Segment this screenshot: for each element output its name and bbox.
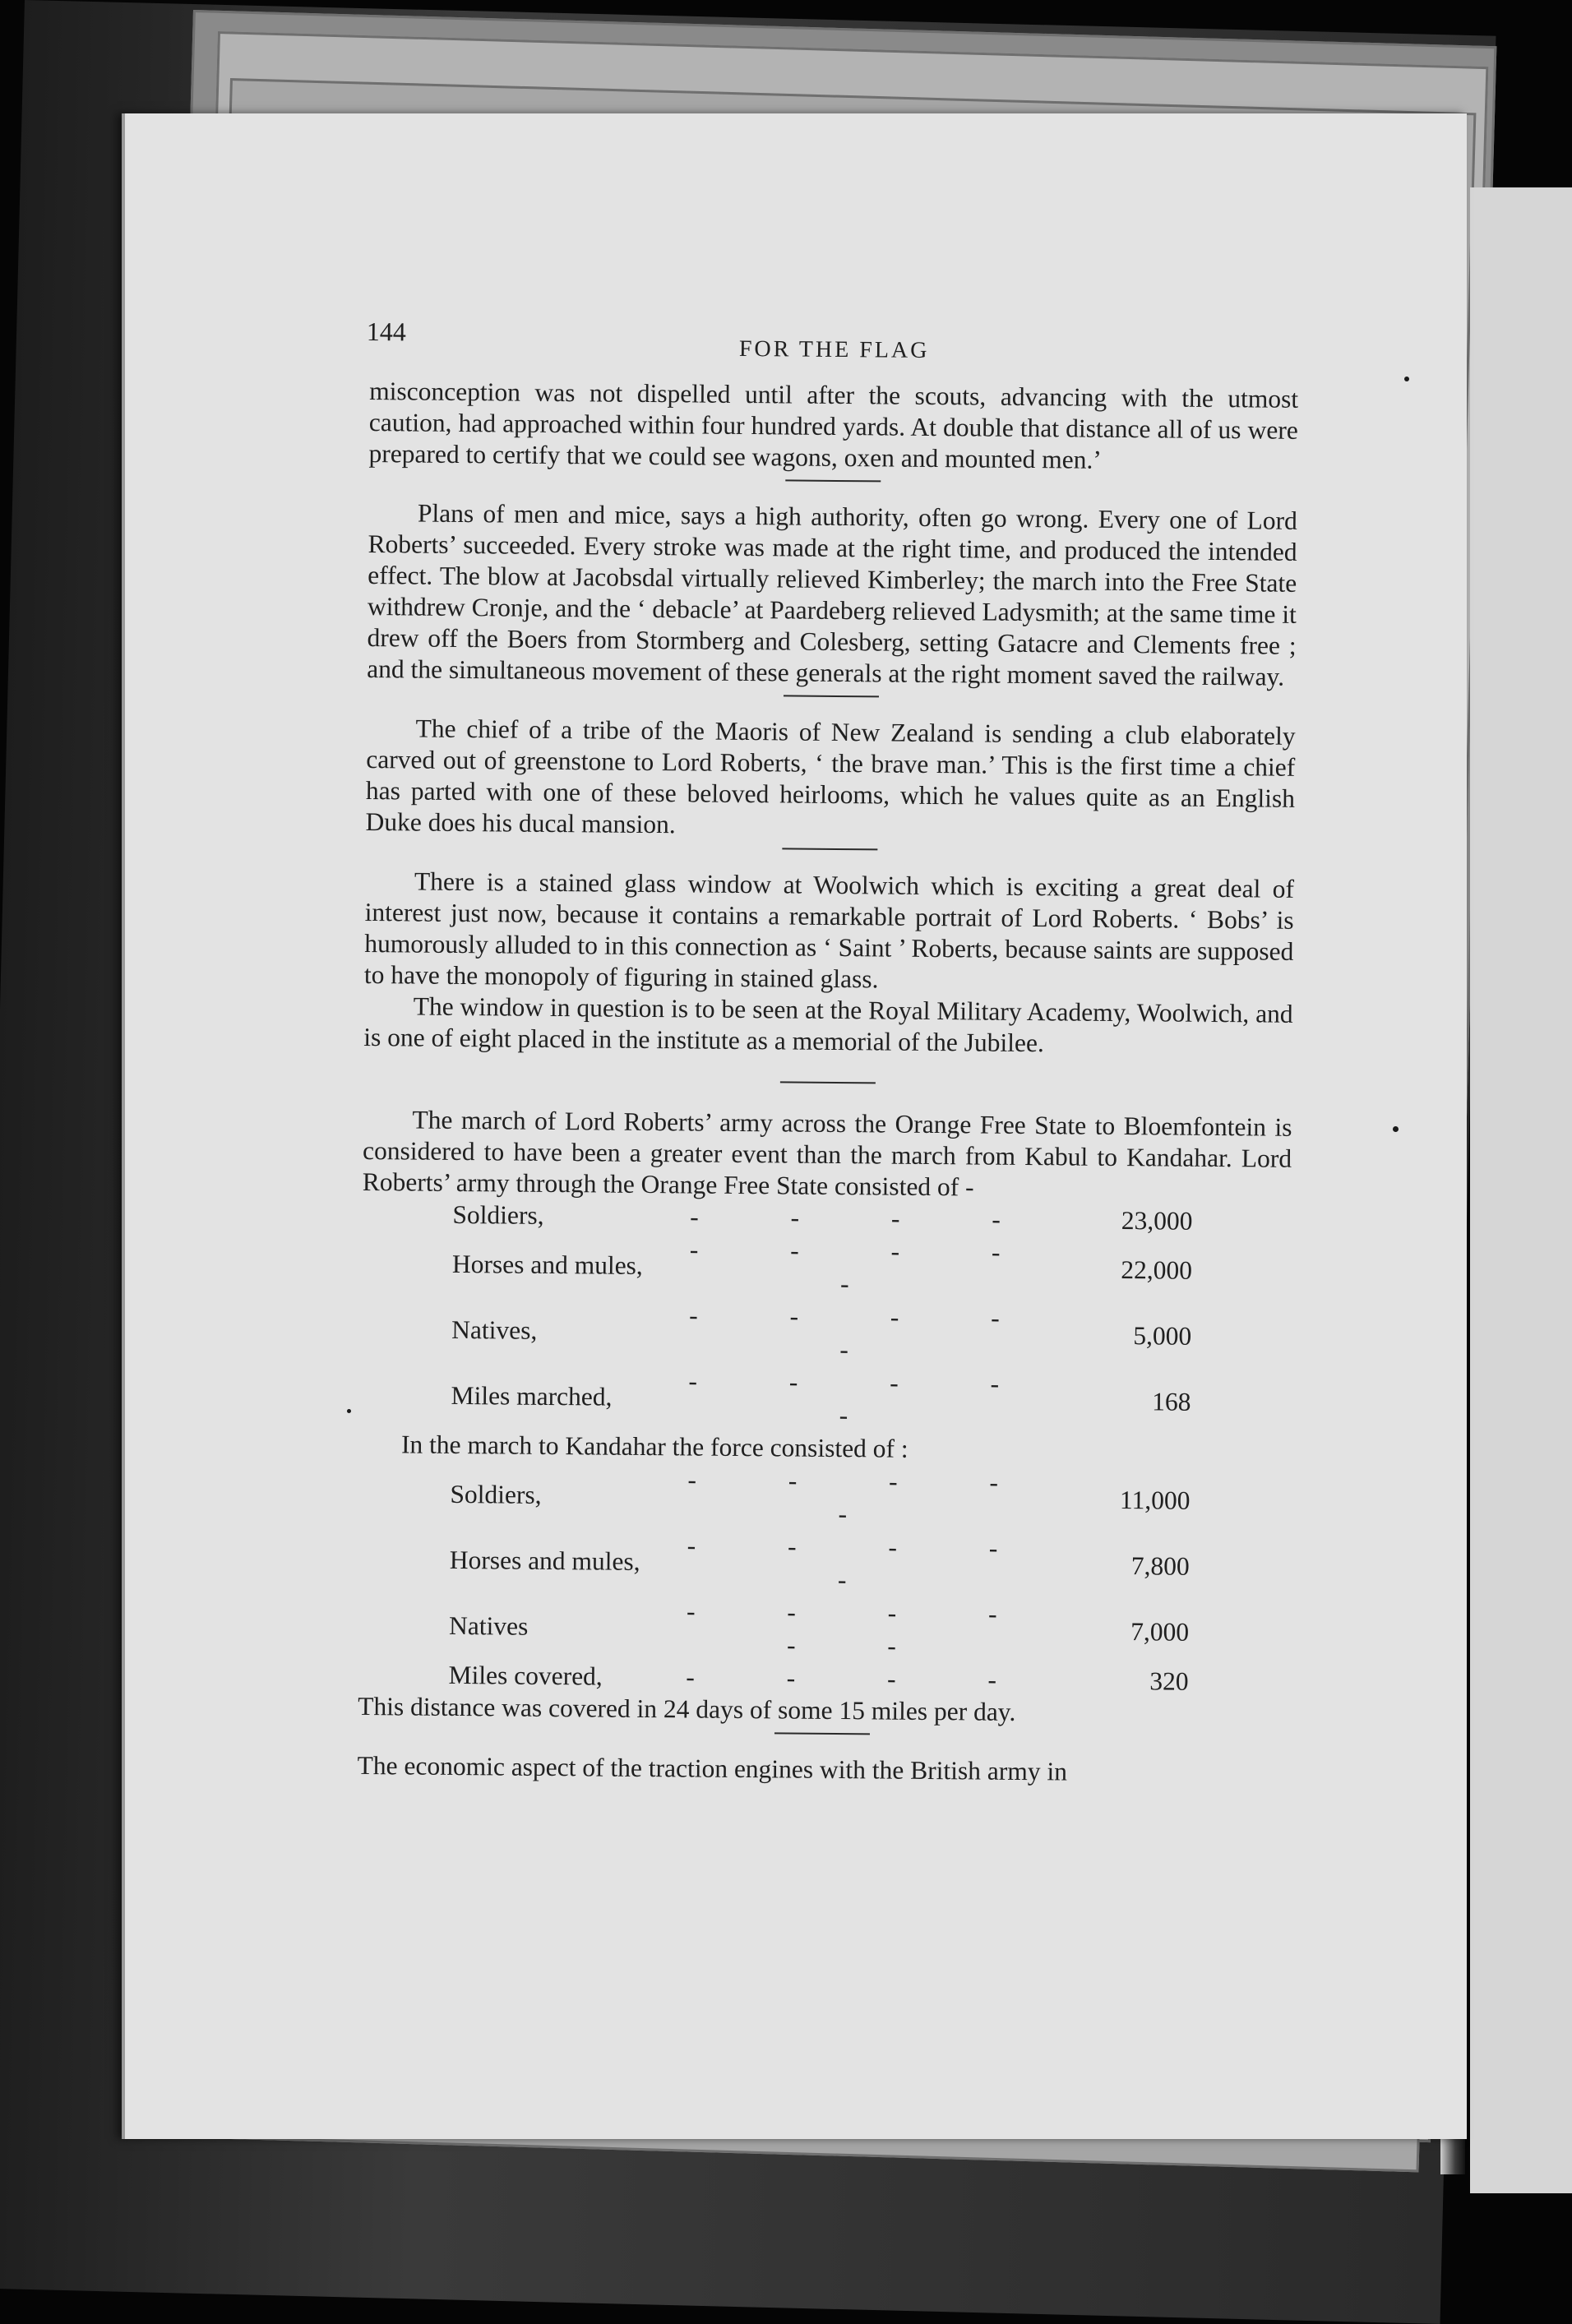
stat-value: 22,000 [1121,1255,1193,1285]
kandahar-table [448,1462,1190,1698]
stat-label: Miles covered, [448,1660,603,1691]
paragraph: This distance was covered in 24 days of some 15 miles per day. [358,1691,1016,1726]
table-row [452,1231,1193,1304]
leader-dots: - - - - - [688,1366,1043,1430]
leader-dots: - - - - - [689,1301,1043,1365]
ink-speck [1404,377,1409,381]
orange-free-state-table [451,1199,1192,1435]
stat-label: Horses and mules, [451,1249,643,1280]
table-row [451,1363,1191,1435]
paragraph: There is a stained glass window at Woolwich which is exciting a great deal of interest just now, because it contains a remarkable portrait of Lord Roberts. ‘ Bobs’ is humorously alluded to in this connection as ‘ Saint ’ Roberts, because saints are supposed to have the monopoly of figuring in stained glass. [363,866,1295,994]
section-rule [784,695,879,697]
leader-dots: - - - - [686,1662,1040,1695]
section-rule [780,1081,876,1083]
page-number: 144 [366,316,406,347]
table-row [450,1462,1191,1534]
section-rule [785,479,881,482]
page-content [357,316,1299,1790]
section-rule [782,848,877,850]
stat-label: Horses and mules, [449,1545,640,1576]
leader-dots: - - - - - [687,1531,1041,1595]
stat-value: 11,000 [1119,1485,1191,1515]
stat-value: 23,000 [1121,1206,1193,1236]
section-rule [774,1732,870,1735]
paragraph: misconception was not dispelled until after the scouts, advancing with the utmost caution, had approached within four hundred yards. At double that distance all of us were prepared to certify that we could see wagons, oxen and mounted men.’ [368,376,1299,474]
leader-dots: - - - - - - [686,1596,1040,1661]
stat-label: Soldiers, [452,1199,544,1230]
stat-value: 5,000 [1133,1321,1192,1351]
paragraph: The march of Lord Roberts’ army across the Orange Free State to Bloemfontein is considered to have been a greater event than the march from Kabul to Kandahar. Lord Roberts’ army through the Orange Free State consisted of - [362,1105,1292,1202]
paragraph: The window in question is to be seen at the Royal Military Academy, Woolwich, and is one of eight placed in the institute as a memorial of the Jubilee. [363,991,1293,1058]
ink-speck [347,1409,351,1413]
paragraph: Plans of men and mice, says a high authority, often go wrong. Every one of Lord Roberts’ succeeded. Every stroke was made at the right time, and produced the intended effect. The blow at Jacobsdal virtually relieved Kimberley; the march into the Free State withdrew Cronje, and the ‘ debacle’ at Paardeberg relieved Ladysmith; at the same time it drew off the Boers from Stormberg and Colesberg, setting Gatacre and Clements free ; and the simultaneous movement of these generals at the right moment saved the railway. [367,498,1298,691]
stat-value: 7,800 [1130,1551,1190,1581]
stat-value: 168 [1152,1387,1191,1416]
stat-label: Natives, [451,1314,538,1345]
table-row [451,1297,1192,1370]
facing-page [1470,187,1572,2193]
stat-label: Soldiers, [450,1479,542,1509]
paragraph: The economic aspect of the traction engines with the British army in [357,1750,1068,1786]
stat-label: Natives [448,1610,529,1641]
running-head: FOR THE FLAG [738,335,930,363]
leader-dots: - - - - [690,1202,1043,1235]
table-row [449,1593,1190,1666]
page-header [366,316,1299,384]
paragraph: The chief of a tribe of the Maoris of New Zealand is sending a club elaborately carved out of greenstone to Lord Roberts, ‘ the brave man.’ This is the first time a chief has parted with one of these beloved heirlooms, which he values quite as an English Duke does his ducal mansion. [365,714,1296,839]
stat-label: Miles marched, [451,1380,613,1411]
stat-value: 7,000 [1130,1617,1190,1647]
leader-dots: - - - - - [689,1235,1043,1299]
table-row [449,1527,1190,1600]
stat-value: 320 [1149,1666,1189,1696]
paragraph: In the march to Kandahar the force consisted of : [400,1430,909,1463]
ink-speck [1393,1126,1399,1132]
leader-dots: - - - - - [687,1465,1042,1529]
